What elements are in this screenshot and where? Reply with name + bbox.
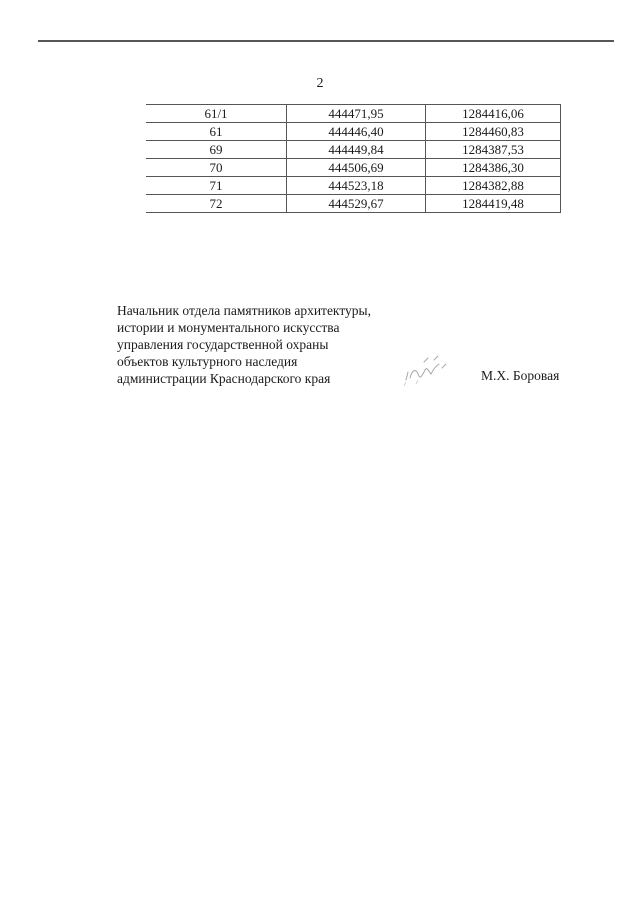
- table-row: [146, 141, 561, 159]
- position-line: объектов культурного наследия: [117, 354, 298, 369]
- table-row: [146, 177, 561, 195]
- x-coordinate-cell: 444523,18: [287, 177, 426, 195]
- point-number-cell: 72: [146, 195, 287, 213]
- y-coordinate-cell: 1284416,06: [426, 105, 561, 123]
- point-number-cell: 61/1: [146, 105, 287, 123]
- position-line: администрации Краснодарского края: [117, 371, 331, 386]
- x-coordinate-cell: 444449,84: [287, 141, 426, 159]
- y-coordinate-cell: 1284382,88: [426, 177, 561, 195]
- position-line: Начальник отдела памятников архитектуры,: [117, 303, 371, 318]
- table-row: [146, 195, 561, 213]
- position-line: управления государственной охраны: [117, 337, 329, 352]
- point-number-cell: 70: [146, 159, 287, 177]
- y-coordinate-cell: 1284387,53: [426, 141, 561, 159]
- point-number-cell: 61: [146, 123, 287, 141]
- x-coordinate-cell: 444529,67: [287, 195, 426, 213]
- table-row: [146, 123, 561, 141]
- x-coordinate-cell: 444446,40: [287, 123, 426, 141]
- y-coordinate-cell: 1284386,30: [426, 159, 561, 177]
- position-line: истории и монументального искусства: [117, 320, 340, 335]
- x-coordinate-cell: 444471,95: [287, 105, 426, 123]
- table-row: [146, 159, 561, 177]
- coordinates-table: [146, 104, 561, 213]
- signatory-position: [117, 302, 371, 387]
- handwritten-signature: [398, 350, 458, 390]
- point-number-cell: 71: [146, 177, 287, 195]
- signer-name: М.Х. Боровая: [481, 368, 560, 383]
- top-scan-rule: [38, 40, 614, 42]
- table-row: [146, 105, 561, 123]
- y-coordinate-cell: 1284419,48: [426, 195, 561, 213]
- x-coordinate-cell: 444506,69: [287, 159, 426, 177]
- page-number: 2: [316, 76, 324, 91]
- point-number-cell: 69: [146, 141, 287, 159]
- y-coordinate-cell: 1284460,83: [426, 123, 561, 141]
